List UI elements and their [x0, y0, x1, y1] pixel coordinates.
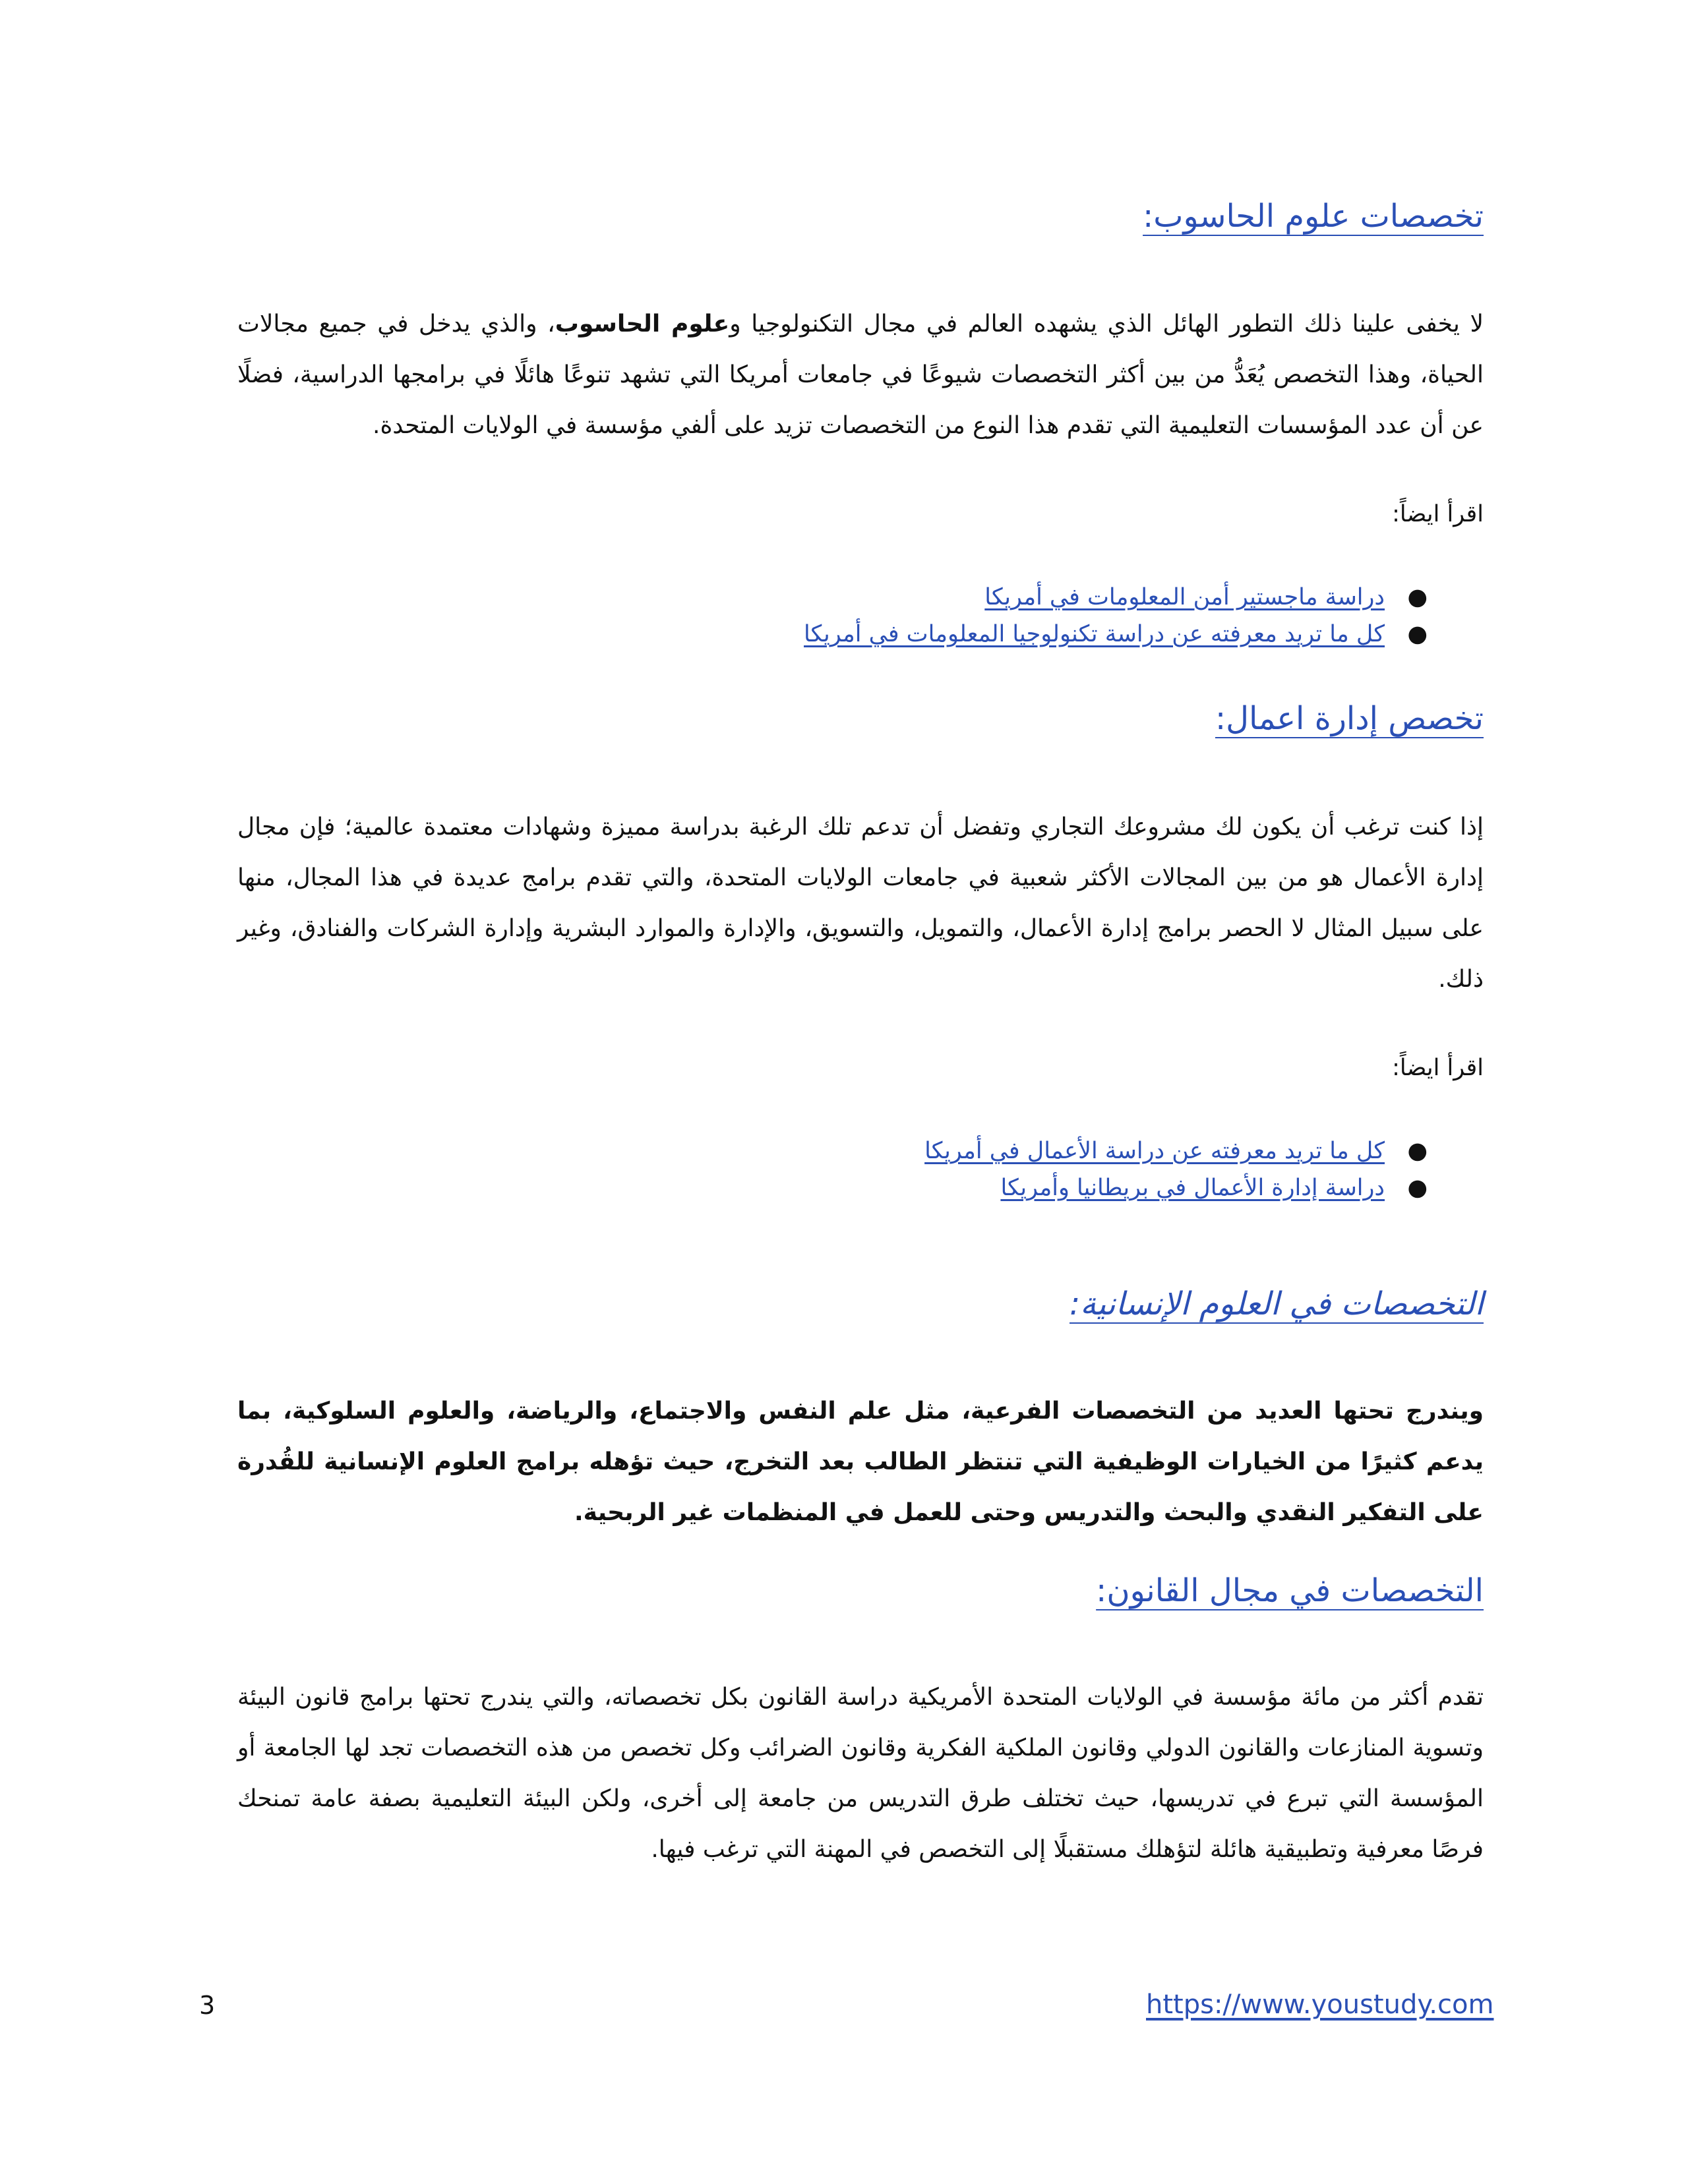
bullet-icon: ● — [1407, 1175, 1428, 1201]
paragraph-business-block — [237, 802, 1484, 1005]
read-also-label: اقرأ ايضاً: — [1392, 501, 1484, 527]
heading-humanities[interactable]: التخصصات في العلوم الإنسانية: — [1069, 1285, 1484, 1322]
paragraph-text: لا يخفى علينا ذلك التطور الهائل الذي يشهده العالم في مجال التكنولوجيا و — [729, 310, 1484, 338]
read-also-block-1 — [237, 501, 1484, 527]
list-item — [237, 1169, 1484, 1206]
page-number: 3 — [199, 1991, 216, 2020]
section-business — [237, 700, 1484, 737]
paragraph-law-block — [237, 1672, 1484, 1875]
bullet-icon: ● — [1407, 1138, 1428, 1164]
heading-business[interactable]: تخصص إدارة اعمال: — [1215, 700, 1484, 737]
paragraph-business: إذا كنت ترغب أن يكون لك مشروعك التجاري وتفضل أن تدعم تلك الرغبة بدراسة مميزة وشهادات معتمدة عالمية؛ فإن مجال إدارة الأعمال هو من بين المجالات الأكثر شعبية في جامعات الولايات المتحدة، والتي تقدم برامج عديدة في هذا المجال، منها على سبيل المثال لا الحصر برامج إدارة الأعمال، والتمويل، والتسويق، والإدارة والموارد البشرية وإدارة الشركات والفنادق، وغير ذلك. — [237, 813, 1484, 993]
heading-computer-science[interactable]: تخصصات علوم الحاسوب: — [1143, 198, 1484, 235]
paragraph-computer-science-block — [237, 299, 1484, 451]
related-links-1 — [237, 579, 1484, 653]
list-item — [237, 579, 1484, 616]
related-link[interactable]: دراسة ماجستير أمن المعلومات في أمريكا — [984, 584, 1385, 610]
paragraph-humanities: ويندرج تحتها العديد من التخصصات الفرعية، مثل علم النفس والاجتماع، والرياضة، والعلوم السلوكية، بما يدعم كثيرًا من الخيارات الوظيفية التي تنتظر الطالب بعد التخرج، حيث تؤهله برامج العلوم الإنسانية للقُدرة على التفكير النقدي والبحث والتدريس وحتى للعمل في المنظمات غير الربحية. — [237, 1398, 1484, 1526]
footer-link[interactable]: https://www.youstudy.com — [1146, 1990, 1494, 2020]
read-also-block-2 — [237, 1055, 1484, 1081]
related-links-2 — [237, 1133, 1484, 1206]
list-item — [237, 1133, 1484, 1169]
related-link[interactable]: كل ما تريد معرفته عن دراسة الأعمال في أمريكا — [924, 1138, 1385, 1164]
section-computer-science — [237, 198, 1484, 235]
related-link[interactable]: دراسة إدارة الأعمال في بريطانيا وأمريكا — [1000, 1175, 1385, 1201]
paragraph-law: تقدم أكثر من مائة مؤسسة في الولايات المتحدة الأمريكية دراسة القانون بكل تخصصاته، والتي يندرج تحتها برامج قانون البيئة وتسوية المنازعات والقانون الدولي وقانون الملكية الفكرية وقانون الضرائب وكل تخصص من هذه التخصصات تجد لها الجامعة أو المؤسسة التي تبرع في تدريسها، حيث تختلف طرق التدريس من جامعة إلى أخرى، ولكن البيئة التعليمية بصفة عامة تمنحك فرصًا معرفية وتطبيقية هائلة لتؤهلك مستقبلًا إلى التخصص في المهنة التي ترغب فيها. — [237, 1684, 1484, 1863]
heading-law[interactable]: التخصصات في مجال القانون: — [1096, 1572, 1484, 1609]
related-link[interactable]: كل ما تريد معرفته عن دراسة تكنولوجيا المعلومات في أمريكا — [804, 621, 1385, 647]
section-law — [237, 1572, 1484, 1609]
bullet-icon: ● — [1407, 584, 1428, 610]
paragraph-computer-science — [237, 299, 1484, 451]
list-item — [237, 616, 1484, 653]
section-humanities — [237, 1285, 1484, 1322]
paragraph-humanities-block — [237, 1386, 1484, 1538]
paragraph-bold-term: علوم الحاسوب — [555, 310, 730, 338]
read-also-label: اقرأ ايضاً: — [1392, 1055, 1484, 1081]
bullet-icon: ● — [1407, 621, 1428, 647]
paragraph-text: ، والذي يدخل في جميع مجالات الحياة، وهذا التخصص يُعَدُّ من بين أكثر التخصصات شيوعًا في جامعات أمريكا التي تشهد تنوعًا هائلًا في برامجها الدراسية، فضلًا عن أن عدد المؤسسات التعليمية التي تقدم هذا النوع من التخصصات تزيد على ألفي مؤسسة في الولايات المتحدة. — [237, 310, 1484, 439]
